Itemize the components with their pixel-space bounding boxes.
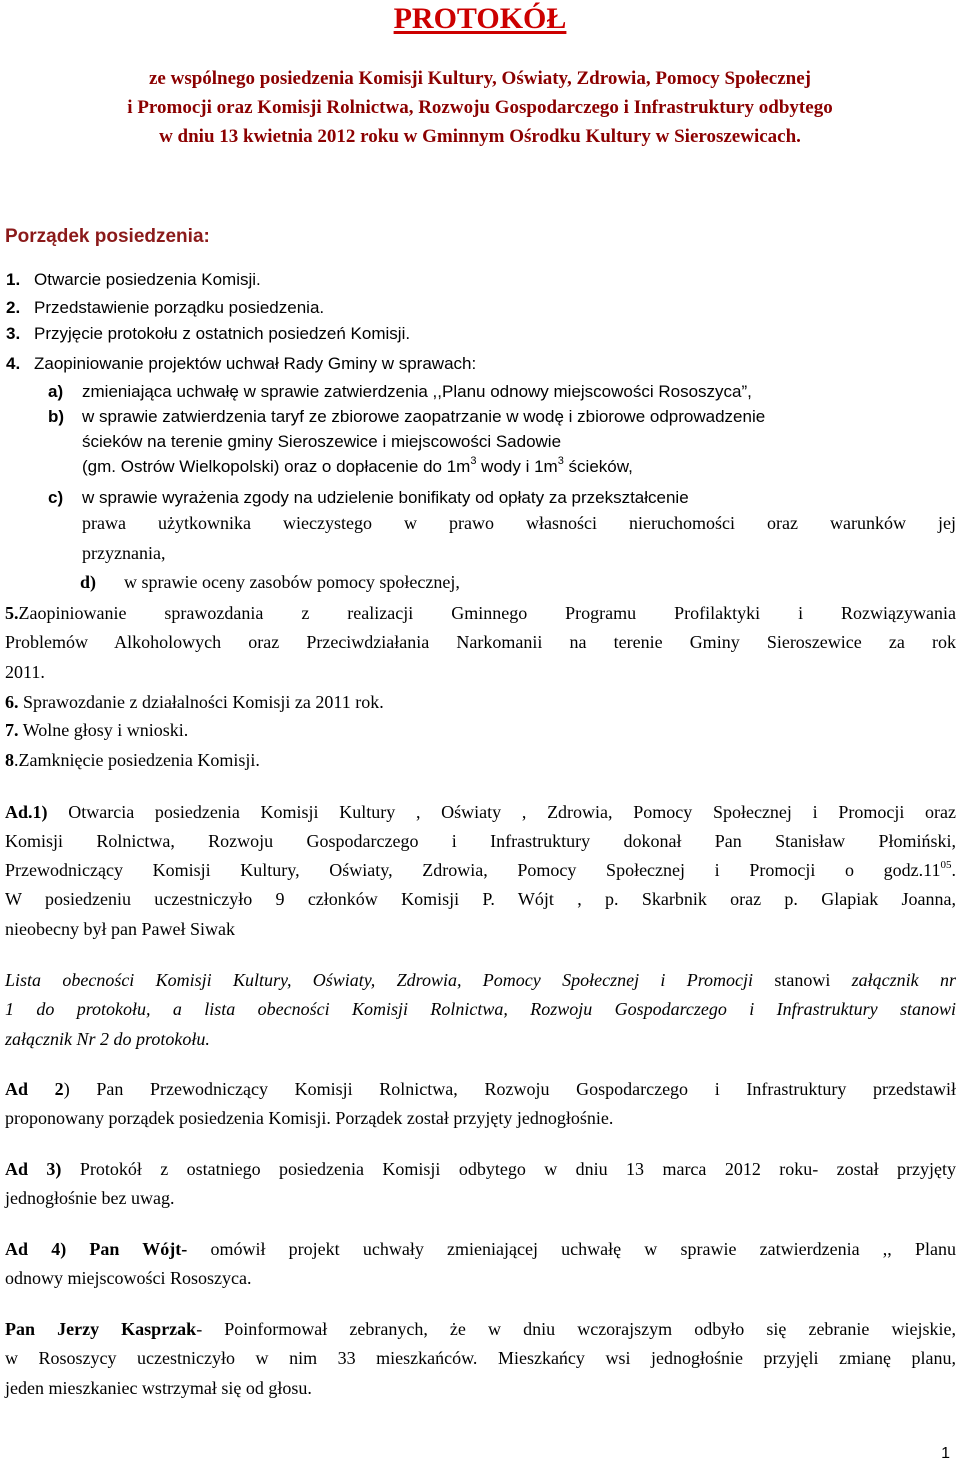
document-title: PROTOKÓŁ — [393, 2, 567, 35]
kasprzak-line: w Rososzycy uczestniczyło w nim 33 mieszkańców. Mieszkańcy wsi jednogłośnie przyjęli zmianę planu, — [5, 1348, 956, 1368]
agenda-item-5-cont: 2011. — [5, 662, 45, 682]
subtitle-line: i Promocji oraz Komisji Rolnictwa, Rozwoju Gospodarczego i Infrastruktury odbytego — [127, 97, 833, 118]
ad2-paragraph: Ad 2) Pan Przewodniczący Komisji Rolnictwa, Rozwoju Gospodarczego i Infrastruktury przedstawił — [5, 1079, 956, 1099]
agenda-subitem-b-cont: ścieków na terenie gminy Sieroszewice i miejscowości Sadowie — [82, 432, 562, 451]
attendance-paragraph: Lista obecności Komisji Kultury, Oświaty, Zdrowia, Pomocy Społecznej i Promocji stanowi załącznik nr — [5, 970, 956, 990]
ad1-line: W posiedzeniu uczestniczyło 9 członków Komisji P. Wójt , p. Skarbnik oraz p. Glapiak Joanna, — [5, 889, 956, 909]
ad3-paragraph: Ad 3) Protokół z ostatniego posiedzenia Komisji odbytego w dniu 13 marca 2012 roku- został przyjęty — [5, 1159, 956, 1179]
document-subtitle — [0, 64, 960, 151]
agenda-subitem-a: a) zmieniająca uchwałę w sprawie zatwierdzenia ,,Planu odnowy miejscowości Rososzyca”, — [48, 382, 752, 401]
ad4-paragraph: Ad 4) Pan Wójt- omówił projekt uchwały zmieniającej uchwałę w sprawie zatwierdzenia ,, Planu — [5, 1239, 956, 1259]
agenda-item-7: 7. Wolne głosy i wnioski. — [5, 720, 189, 740]
agenda-subitem-b-cont: (gm. Ostrów Wielkopolski) oraz o dopłacenie do $1m^3$ wody i $1m^3$ ścieków, — [82, 455, 633, 476]
agenda-subitem-c-cont: prawa użytkownika wieczystego w prawo własności nieruchomości oraz warunków jej — [82, 513, 956, 533]
agenda-item: 4. Zaopiniowanie projektów uchwał Rady Gminy w sprawach: — [6, 354, 477, 373]
subtitle-line: ze wspólnego posiedzenia Komisji Kultury, Oświaty, Zdrowia, Pomocy Społecznej — [148, 68, 811, 89]
agenda-item-5-cont: Problemów Alkoholowych oraz Przeciwdziałania Narkomanii na terenie Gminy Sieroszewice za rok — [5, 632, 956, 652]
ad4-line: odnowy miejscowości Rososzyca. — [5, 1268, 252, 1288]
ad1-paragraph: Ad.1) Otwarcia posiedzenia Komisji Kultury , Oświaty , Zdrowia, Pomocy Społecznej i Promocji oraz — [5, 802, 956, 822]
ad1-line: Komisji Rolnictwa, Rozwoju Gospodarczego i Infrastruktury dokonał Pan Stanisław Płomiński, — [5, 831, 956, 851]
subtitle-line: w dniu 13 kwietnia 2012 roku w Gminnym Ośrodku Kultury w Sieroszewicach. — [159, 126, 801, 147]
agenda-heading: Porządek posiedzenia: — [5, 226, 210, 247]
agenda-item: 3. Przyjęcie protokołu z ostatnich posiedzeń Komisji. — [6, 324, 411, 343]
kasprzak-line: jeden mieszkaniec wstrzymał się od głosu. — [5, 1378, 312, 1398]
attendance-line: załącznik Nr 2 do protokołu. — [5, 1029, 210, 1049]
ad3-line: jednogłośnie bez uwag. — [5, 1188, 175, 1208]
agenda-subitem-b: b) w sprawie zatwierdzenia taryf ze zbiorowe zaopatrzanie w wodę i zbiorowe odprowadzenie — [48, 407, 766, 426]
agenda-subitem-c-cont: przyznania, — [82, 543, 166, 563]
ad1-line: nieobecny był pan Paweł Siwak — [5, 919, 235, 939]
agenda-item-6: 6. Sprawozdanie z działalności Komisji za 2011 rok. — [5, 692, 384, 712]
agenda-item-5: 5.Zaopiniowanie sprawozdania z realizacji Gminnego Programu Profilaktyki i Rozwiązywania — [5, 603, 956, 623]
agenda-item: 1. Otwarcie posiedzenia Komisji. — [6, 270, 261, 289]
page-number: 1 — [941, 1445, 950, 1462]
attendance-line: 1 do protokołu, a lista obecności Komisji Rolnictwa, Rozwoju Gospodarczego i Infrastruktury stanowi — [5, 999, 956, 1019]
ad2-line: proponowany porządek posiedzenia Komisji. Porządek został przyjęty jednogłośnie. — [5, 1108, 614, 1128]
agenda-subitem-c: c) w sprawie wyrażenia zgody na udzielenie bonifikaty od opłaty za przekształcenie — [48, 488, 689, 507]
kasprzak-paragraph: Pan Jerzy Kasprzak- Poinformował zebranych, że w dniu wczorajszym odbyło się zebranie wiejskie, — [5, 1319, 956, 1339]
agenda-subitem-d: d) w sprawie oceny zasobów pomocy społecznej, — [80, 572, 460, 592]
agenda-item: 2. Przedstawienie porządku posiedzenia. — [6, 298, 325, 317]
agenda-item-8: 8.Zamknięcie posiedzenia Komisji. — [5, 750, 260, 770]
ad1-line: Przewodniczący Komisji Kultury, Oświaty, Zdrowia, Pomocy Społecznej i Promocji o $godz.11^{05}$. — [5, 859, 956, 880]
